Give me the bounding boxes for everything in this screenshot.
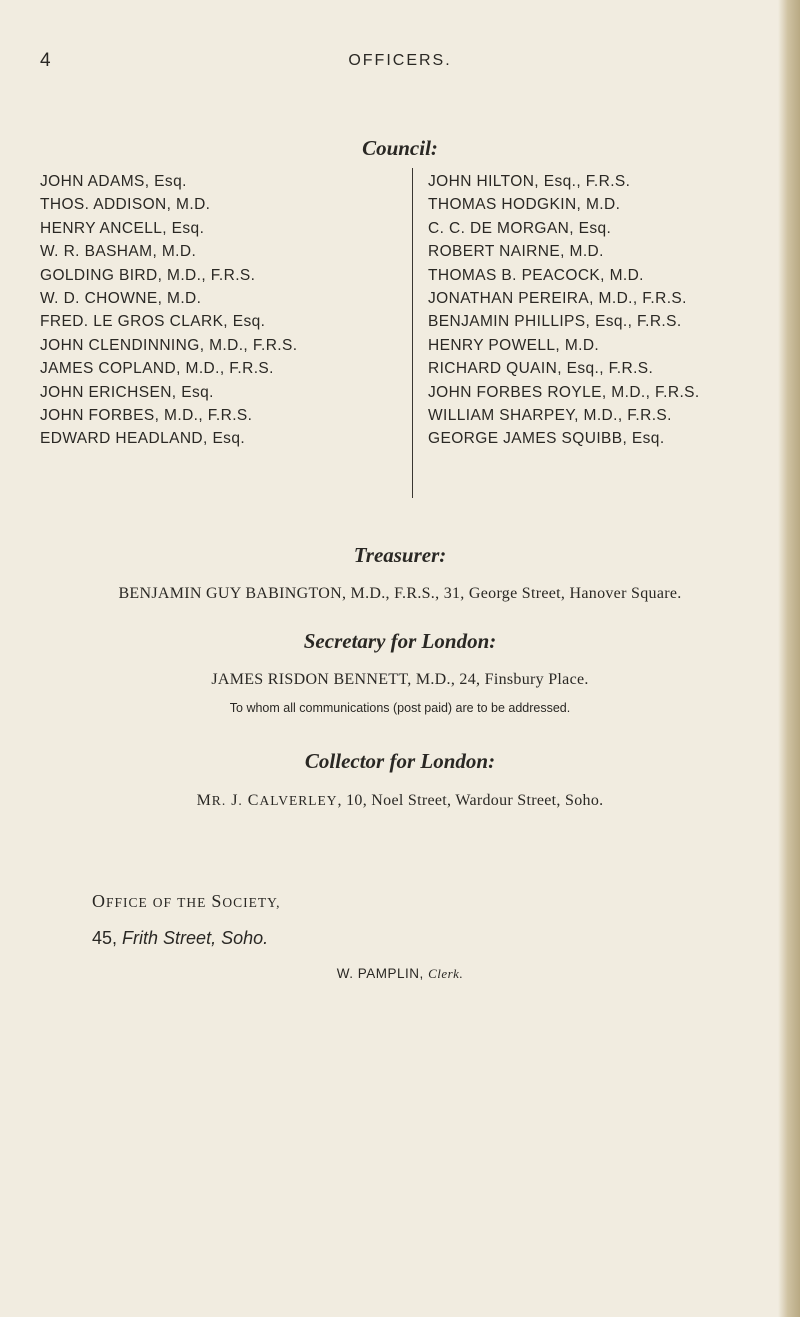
council-member-left: JOHN CLENDINNING, M.D., F.R.S. <box>40 336 298 354</box>
page-number: 4 <box>40 50 51 71</box>
council-member-left: W. R. BASHAM, M.D. <box>40 243 197 261</box>
council-member-right: JOHN FORBES ROYLE, M.D., F.R.S. <box>428 383 700 401</box>
running-head: OFFICERS. <box>348 52 452 69</box>
council-member-right: JOHN HILTON, Esq., F.R.S. <box>428 173 631 190</box>
council-member-left: EDWARD HEADLAND, Esq. <box>40 430 246 448</box>
council-member-right: WILLIAM SHARPEY, M.D., F.R.S. <box>428 407 672 425</box>
collector-line: MR. J. CALVERLEY, 10, Noel Street, Wardour Street, Soho. <box>196 792 604 809</box>
council-member-left: W. D. CHOWNE, M.D. <box>40 290 202 308</box>
council-member-right: RICHARD QUAIN, Esq., F.R.S. <box>428 360 654 378</box>
council-member-right: THOMAS B. PEACOCK, M.D. <box>428 266 644 284</box>
secretary-line: JAMES RISDON BENNETT, M.D., 24, Finsbury Place. <box>211 671 589 688</box>
secretary-note: To whom all communications (post paid) are to be addressed. <box>229 701 571 715</box>
council-member-left: THOS. ADDISON, M.D. <box>40 196 211 214</box>
office-address-street: Frith Street, Soho. <box>122 928 269 948</box>
page-edge-shadow <box>778 0 800 1317</box>
clerk-line <box>0 966 800 982</box>
council-member-right: THOMAS HODGKIN, M.D. <box>428 196 621 214</box>
column-divider <box>412 168 413 498</box>
secretary-heading: Secretary for London: <box>303 629 497 653</box>
council-member-left: FRED. LE GROS CLARK, Esq. <box>40 313 266 331</box>
council-heading: Council: <box>362 136 438 160</box>
council-left-column <box>40 170 297 451</box>
office-address-number: 45, <box>92 928 118 948</box>
treasurer-line: BENJAMIN GUY BABINGTON, M.D., F.R.S., 31, George Street, Hanover Square. <box>118 585 682 602</box>
council-member-right: C. C. DE MORGAN, Esq. <box>428 219 612 237</box>
clerk-name: W. PAMPLIN, <box>336 966 424 981</box>
council-member-right: ROBERT NAIRNE, M.D. <box>428 243 604 261</box>
council-member-right: JONATHAN PEREIRA, M.D., F.R.S. <box>428 290 687 308</box>
clerk-role: Clerk. <box>428 966 464 981</box>
council-member-right: HENRY POWELL, M.D. <box>428 336 600 354</box>
treasurer-heading: Treasurer: <box>353 543 447 567</box>
council-member-left: JOHN FORBES, M.D., F.R.S. <box>40 407 253 425</box>
council-member-left: JAMES COPLAND, M.D., F.R.S. <box>40 360 274 378</box>
office-address <box>92 928 268 949</box>
council-member-left: HENRY ANCELL, Esq. <box>40 219 205 237</box>
council-member-left: JOHN ADAMS, Esq. <box>40 173 187 190</box>
council-right-column <box>428 170 700 451</box>
council-member-left: JOHN ERICHSEN, Esq. <box>40 383 214 401</box>
council-member-right: GEORGE JAMES SQUIBB, Esq. <box>428 430 665 448</box>
office-title: OFFICE OF THE SOCIETY, <box>92 891 281 911</box>
collector-heading: Collector for London: <box>304 749 496 773</box>
collector-name: MR. J. CALVERLEY <box>196 792 338 809</box>
council-member-right: BENJAMIN PHILLIPS, Esq., F.R.S. <box>428 313 682 331</box>
council-member-left: GOLDING BIRD, M.D., F.R.S. <box>40 266 256 284</box>
